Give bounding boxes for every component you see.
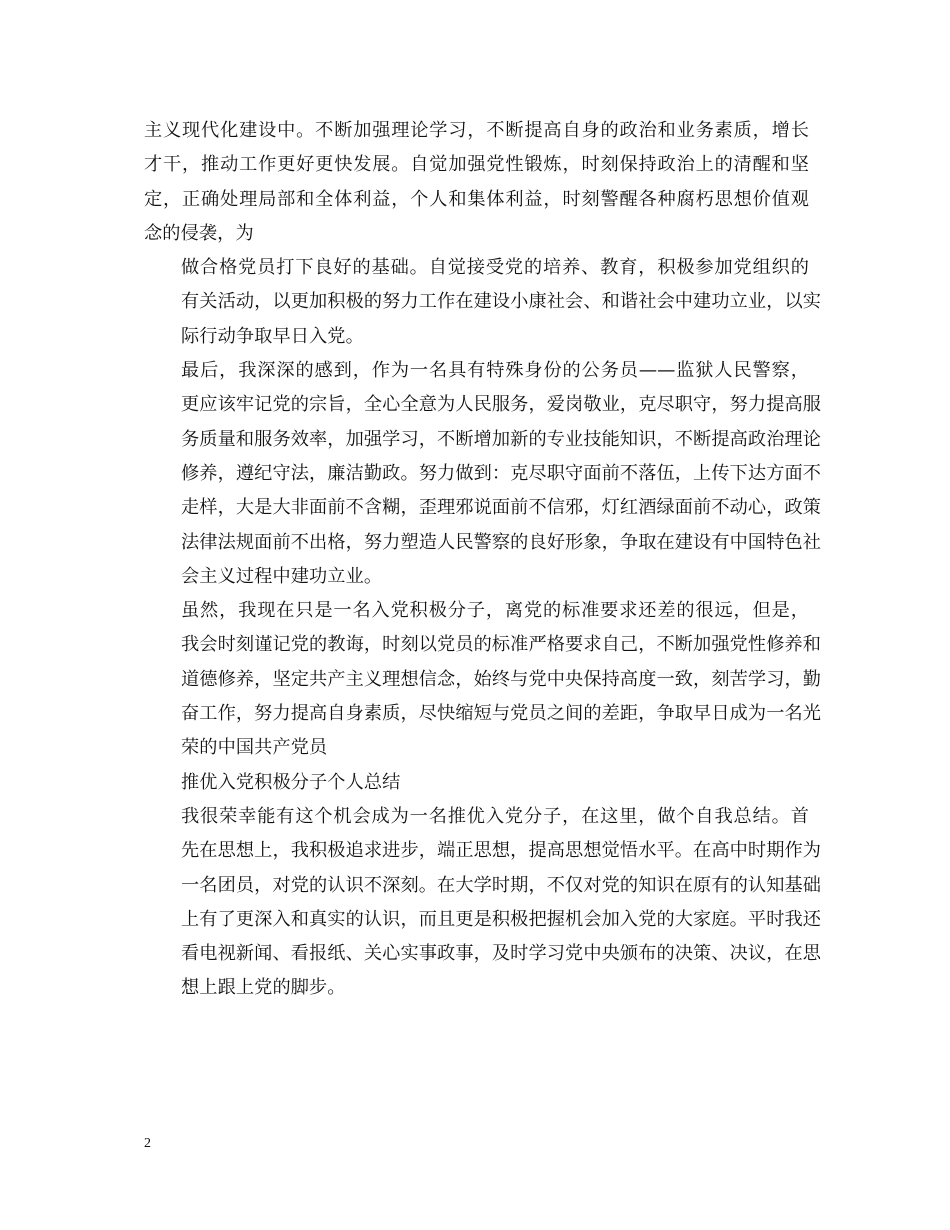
text-line: 际行动争取早日入党。 — [181, 325, 364, 347]
page-number: 2 — [144, 1136, 151, 1151]
text-line: 看电视新闻、看报纸、关心实事政事，及时学习党中央颁布的决策、决议，在思 — [181, 943, 822, 965]
document-body — [144, 114, 822, 1006]
text-line: 推优入党积极分子个人总结 — [181, 771, 401, 793]
text-line: 最后，我深深的感到，作为一名具有特殊身份的公务员——监狱人民警察， — [181, 360, 809, 382]
paragraph — [144, 594, 822, 765]
text-line: 荣的中国共产党员 — [181, 737, 328, 759]
text-line: 务质量和服务效率，加强学习，不断增加新的专业技能知识，不断提高政治理论 — [181, 428, 822, 450]
text-line: 法律法规面前不出格，努力塑造人民警察的良好形象，争取在建设有中国特色社 — [181, 531, 822, 553]
paragraph — [144, 251, 822, 354]
text-line: 念的侵袭，为 — [144, 222, 254, 244]
paragraph — [144, 114, 809, 251]
paragraph — [144, 354, 822, 594]
text-line: 才干，推动工作更好更快发展。自觉加强党性锻炼，时刻保持政治上的清醒和坚 — [144, 154, 809, 176]
text-line: 想上跟上党的脚步。 — [181, 977, 346, 999]
text-line: 定，正确处理局部和全体利益，个人和集体利益，时刻警醒各种腐朽思想价值观 — [144, 188, 809, 210]
text-line: 我很荣幸能有这个机会成为一名推优入党分子，在这里，做个自我总结。首 — [181, 805, 809, 827]
paragraph — [144, 800, 822, 1006]
paragraph — [144, 766, 809, 800]
text-line: 我会时刻谨记党的教诲，时刻以党员的标准严格要求自己，不断加强党性修养和 — [181, 634, 822, 656]
text-line: 主义现代化建设中。不断加强理论学习，不断提高自身的政治和业务素质，增长 — [144, 120, 809, 141]
text-line: 做合格党员打下良好的基础。自觉接受党的培养、教育，积极参加党组织的 — [181, 257, 809, 279]
text-line: 更应该牢记党的宗旨，全心全意为人民服务，爱岗敬业，克尽职守，努力提高服 — [181, 394, 822, 416]
text-line: 虽然，我现在只是一名入党积极分子，离党的标准要求还差的很远，但是， — [181, 600, 809, 622]
text-line: 一名团员，对党的认识不深刻。在大学时期，不仅对党的知识在原有的认知基础 — [181, 874, 822, 896]
text-line: 先在思想上，我积极追求进步，端正思想，提高思想觉悟水平。在高中时期作为 — [181, 840, 822, 862]
text-line: 走样，大是大非面前不含糊，歪理邪说面前不信邪，灯红酒绿面前不动心，政策 — [181, 497, 822, 519]
text-line: 有关活动，以更加积极的努力工作在建设小康社会、和谐社会中建功立业，以实 — [181, 291, 822, 313]
text-line: 修养，遵纪守法，廉洁勤政。努力做到：克尽职守面前不落伍，上传下达方面不 — [181, 462, 822, 484]
text-line: 道德修养，坚定共产主义理想信念，始终与党中央保持高度一致，刻苦学习，勤 — [181, 668, 822, 690]
text-line: 奋工作，努力提高自身素质，尽快缩短与党员之间的差距，争取早日成为一名光 — [181, 703, 822, 725]
text-line: 上有了更深入和真实的认识，而且更是积极把握机会加入党的大家庭。平时我还 — [181, 908, 822, 930]
text-line: 会主义过程中建功立业。 — [181, 565, 383, 587]
